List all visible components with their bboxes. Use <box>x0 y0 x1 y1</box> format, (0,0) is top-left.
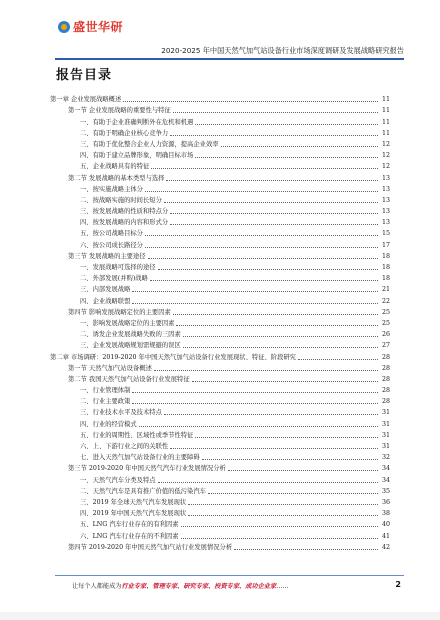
toc-leader-dots <box>188 504 378 505</box>
toc-entry-title: 六、按公司成长路径分 <box>80 241 143 249</box>
toc-leader-dots <box>195 124 378 125</box>
toc-leader-dots <box>221 146 378 147</box>
toc-entry[interactable] <box>50 205 390 216</box>
toc-leader-dots <box>234 549 378 550</box>
toc-entry-title: 第三节 2019-2020 年中国天然气汽车行业发展情况分析 <box>68 465 226 473</box>
toc-entry-page: 11 <box>381 129 390 137</box>
toc-entry-title: 第三节 发展战略的主要途径 <box>68 252 146 260</box>
toc-entry-title: 四、按发展战略的内容和形式分 <box>80 219 169 227</box>
toc-entry-page: 35 <box>381 487 390 495</box>
toc-leader-dots <box>123 101 378 102</box>
toc-entry[interactable] <box>50 238 390 249</box>
toc-entry-title: 二、行业主要政策 <box>80 398 131 406</box>
toc-leader-dots <box>195 437 378 438</box>
toc-entry[interactable] <box>50 127 390 138</box>
toc-entry[interactable] <box>50 115 390 126</box>
toc-entry[interactable] <box>50 373 390 384</box>
toc-leader-dots <box>188 515 378 516</box>
toc-leader-dots <box>145 247 378 248</box>
toc-entry-page: 28 <box>381 353 390 361</box>
toc-entry-page: 28 <box>381 375 390 383</box>
toc-leader-dots <box>170 448 378 449</box>
toc-entry-page: 41 <box>381 532 390 540</box>
logo-icon <box>58 21 70 33</box>
toc-entry-title: 第二节 我国天然气加气站设备行业发展特征 <box>68 375 190 383</box>
toc-entry-page: 28 <box>381 364 390 372</box>
toc-leader-dots <box>158 482 378 483</box>
toc-entry-page: 40 <box>381 521 390 529</box>
toc-entry-title: 一、有助于企业准确判断外在危机和机遇 <box>80 118 194 126</box>
footer-prefix: 让每个人都能成为 <box>72 583 122 590</box>
toc-entry-page: 13 <box>381 185 390 193</box>
toc-entry[interactable] <box>50 417 390 428</box>
toc-entry-page: 11 <box>381 96 390 104</box>
report-title: 2020-2025 年中国天然气加气站设备行业市场深度调研及发展战略研究报告 <box>161 46 404 55</box>
toc-entry-page: 25 <box>381 308 390 316</box>
toc-entry-title: 二、天然气汽车是具有推广价值的低污染汽车 <box>80 487 206 495</box>
toc-entry-title: 第四节 影响发展战略定位的主要因素 <box>68 308 171 316</box>
toc-entry-title: 第二节 发展战略的基本类型与选择 <box>68 174 165 182</box>
toc-entry[interactable] <box>50 317 390 328</box>
toc-entry-title: 三、行业技术水平及技术特点 <box>80 409 162 417</box>
toc-entry[interactable] <box>50 350 390 361</box>
toc-entry-page: 18 <box>381 275 390 283</box>
toc-leader-dots <box>228 470 378 471</box>
toc-entry-page: 42 <box>381 543 390 551</box>
toc-entry[interactable] <box>50 250 390 261</box>
toc-leader-dots <box>170 224 378 225</box>
toc-entry-page: 31 <box>381 420 390 428</box>
toc-leader-dots <box>132 291 378 292</box>
toc-entry[interactable] <box>50 384 390 395</box>
toc-entry[interactable] <box>50 507 390 518</box>
toc-leader-dots <box>132 303 378 304</box>
toc-entry-page: 31 <box>381 443 390 450</box>
logo-text: 盛世华研 <box>73 20 124 34</box>
toc-entry[interactable] <box>50 183 390 194</box>
toc-entry-title: 第一节 企业发展战略的重要性与特征 <box>68 107 171 115</box>
toc-entry-page: 27 <box>381 342 390 350</box>
page-number: 2 <box>395 580 401 589</box>
toc-leader-dots <box>166 180 378 181</box>
toc-entry-title: 二、按战略实施的时间长短分 <box>80 196 162 204</box>
footer-highlight: 行业专家、管理专家、研究专家、投资专家、成功企业家 <box>121 583 277 590</box>
toc-entry-title: 二、外部发展(并购)战略 <box>80 275 148 283</box>
toc-leader-dots <box>181 538 378 539</box>
toc-entry-title: 五、行业的周期性、区域性或季节性特征 <box>80 431 194 439</box>
toc-entry-page: 34 <box>381 465 390 473</box>
toc-leader-dots <box>192 381 378 382</box>
toc-entry-page: 22 <box>381 297 390 305</box>
toc-entry-page: 12 <box>381 163 390 171</box>
toc-entry[interactable] <box>50 283 390 294</box>
toc-entry-page: 26 <box>381 331 390 339</box>
toc-entry[interactable] <box>50 429 390 440</box>
toc-entry-page: 31 <box>381 431 390 439</box>
toc-entry-title: 二、诱发企业发展战略失败的三因素 <box>80 331 181 339</box>
toc-entry[interactable] <box>50 160 390 171</box>
toc-entry-page: 12 <box>381 152 390 160</box>
toc-entry-page: 32 <box>381 454 390 462</box>
toc-entry-page: 34 <box>381 476 390 484</box>
footer-slogan <box>72 581 289 590</box>
toc-entry-page: 18 <box>381 252 390 260</box>
toc-entry-page: 17 <box>381 241 390 249</box>
toc-entry[interactable] <box>50 194 390 205</box>
toc-entry-title: 三、有助于优化整合企业人力资源，提高企业效率 <box>80 140 219 148</box>
toc-entry-page: 11 <box>381 118 390 126</box>
toc-leader-dots <box>164 414 378 415</box>
toc-entry-page: 28 <box>381 398 390 406</box>
toc-entry-page: 31 <box>381 409 390 417</box>
toc-leader-dots <box>170 213 378 214</box>
toc-entry-title: 二、有助于明确企业核心竞争力 <box>80 129 169 137</box>
toc-entry[interactable] <box>50 328 390 339</box>
toc-entry[interactable] <box>50 362 390 373</box>
company-logo <box>58 18 123 35</box>
toc-leader-dots <box>145 235 378 236</box>
toc-entry-title: 五、LNG 汽车行业存在的有利因素 <box>80 521 179 529</box>
toc-entry-page: 15 <box>381 230 390 238</box>
toc-entry-title: 四、行业的经营模式 <box>80 420 137 428</box>
toc-entry[interactable] <box>50 93 390 104</box>
toc-entry-title: 第二章 市场调研：2019-2020 年中国天然气加气站设备行业发展现状、特征、阶段研究 <box>50 353 296 361</box>
toc-entry[interactable] <box>50 440 390 451</box>
toc-leader-dots <box>183 336 378 337</box>
toc-entry[interactable] <box>50 138 390 149</box>
toc-entry[interactable] <box>50 104 390 115</box>
toc-entry-title: 一、发展战略可选择的途径 <box>80 264 156 271</box>
toc-entry-page: 11 <box>381 107 390 115</box>
toc-entry[interactable] <box>50 473 390 484</box>
toc-entry[interactable] <box>50 496 390 507</box>
toc-leader-dots <box>170 135 378 136</box>
toc-entry-page: 25 <box>381 319 390 327</box>
toc-entry-title: 七、进入天然气加气站设备行业的主要障碍 <box>80 454 200 462</box>
toc-entry-title: 三、内部发展战略 <box>80 286 131 294</box>
footer-suffix: …… <box>276 583 289 590</box>
toc-entry[interactable] <box>50 149 390 160</box>
toc-entry[interactable] <box>50 216 390 227</box>
toc-leader-dots <box>208 493 378 494</box>
toc-entry-title: 一、按实施战略主体分 <box>80 185 143 193</box>
toc-entry-title: 四、企业战略联盟 <box>80 297 131 305</box>
toc-leader-dots <box>181 526 378 527</box>
toc-entry-title: 第一章 企业发展战略概述 <box>50 96 122 104</box>
toc-entry-title: 五、按公司战略目标分 <box>80 230 143 238</box>
toc-leader-dots <box>132 392 378 393</box>
toc-leader-dots <box>176 325 378 326</box>
toc-entry-page: 38 <box>381 510 390 518</box>
toc-leader-dots <box>151 168 378 169</box>
toc-entry-title: 第一节 天然气加气站设备概述 <box>68 364 152 372</box>
toc-heading: 报告目录 <box>56 68 113 83</box>
toc-entry[interactable] <box>50 395 390 406</box>
toc-entry-page: 13 <box>381 174 390 182</box>
toc-entry-page: 18 <box>381 264 390 271</box>
toc-entry[interactable] <box>50 227 390 238</box>
toc-entry[interactable] <box>50 451 390 462</box>
toc-leader-dots <box>132 403 378 404</box>
toc-entry-title: 六、LNG 汽车行业存在的不利因素 <box>80 532 179 540</box>
toc-entry[interactable] <box>50 541 390 552</box>
toc-entry-title: 第四节 2019-2020 年中国天然气加气站行业发展情况分析 <box>68 543 233 551</box>
toc-leader-dots <box>183 347 378 348</box>
toc-leader-dots <box>145 191 378 192</box>
toc-entry-page: 21 <box>381 286 390 294</box>
toc-entry-title: 一、行业管理体制 <box>80 387 131 395</box>
toc-entry[interactable] <box>50 529 390 540</box>
toc-entry-title: 四、2019 年中国天然气汽车发展现状 <box>80 510 187 518</box>
toc-entry-page: 13 <box>381 208 390 216</box>
toc-leader-dots <box>164 202 378 203</box>
toc-entry-title: 一、影响发展战略定位的主要因素 <box>80 319 175 327</box>
toc-leader-dots <box>150 280 378 281</box>
toc-leader-dots <box>158 269 378 270</box>
toc-entry[interactable] <box>50 306 390 317</box>
toc-entry-page: 13 <box>381 219 390 227</box>
toc-leader-dots <box>173 112 378 113</box>
page-header <box>0 0 440 60</box>
toc-entry-title: 五、企业战略具有的特征 <box>80 163 150 171</box>
header-divider <box>55 58 404 60</box>
toc-entry-page: 12 <box>381 140 390 148</box>
toc-entry-title: 六、上、下游行业之间的关联性 <box>80 443 169 450</box>
toc-entry[interactable] <box>50 406 390 417</box>
toc-leader-dots <box>148 258 378 259</box>
toc-entry-title: 四、有助于建立品牌形象，明确目标市场 <box>80 152 194 160</box>
toc-entry[interactable] <box>50 294 390 305</box>
toc-entry[interactable] <box>50 171 390 182</box>
table-of-contents <box>50 93 390 552</box>
toc-leader-dots <box>173 314 378 315</box>
toc-entry-page: 36 <box>381 498 390 506</box>
bottom-bar <box>0 612 440 620</box>
toc-entry-page: 13 <box>381 196 390 204</box>
toc-leader-dots <box>202 459 378 460</box>
toc-entry[interactable] <box>50 272 390 283</box>
toc-entry-title: 三、企业发展战略规划需规避的误区 <box>80 342 181 350</box>
toc-entry[interactable] <box>50 518 390 529</box>
toc-entry[interactable] <box>50 261 390 272</box>
toc-entry-title: 三、按发展战略的性质和特点分 <box>80 208 169 216</box>
toc-entry[interactable] <box>50 462 390 473</box>
footer-divider <box>55 575 404 576</box>
toc-leader-dots <box>298 359 378 360</box>
toc-entry[interactable] <box>50 485 390 496</box>
toc-entry-title: 一、天然气汽车分类及特点 <box>80 476 156 484</box>
toc-entry-title: 三、2019 年全球天然气汽车发展现状 <box>80 498 187 506</box>
toc-entry[interactable] <box>50 339 390 350</box>
toc-leader-dots <box>139 426 378 427</box>
toc-leader-dots <box>154 370 378 371</box>
toc-entry-page: 28 <box>381 387 390 395</box>
toc-leader-dots <box>195 157 378 158</box>
